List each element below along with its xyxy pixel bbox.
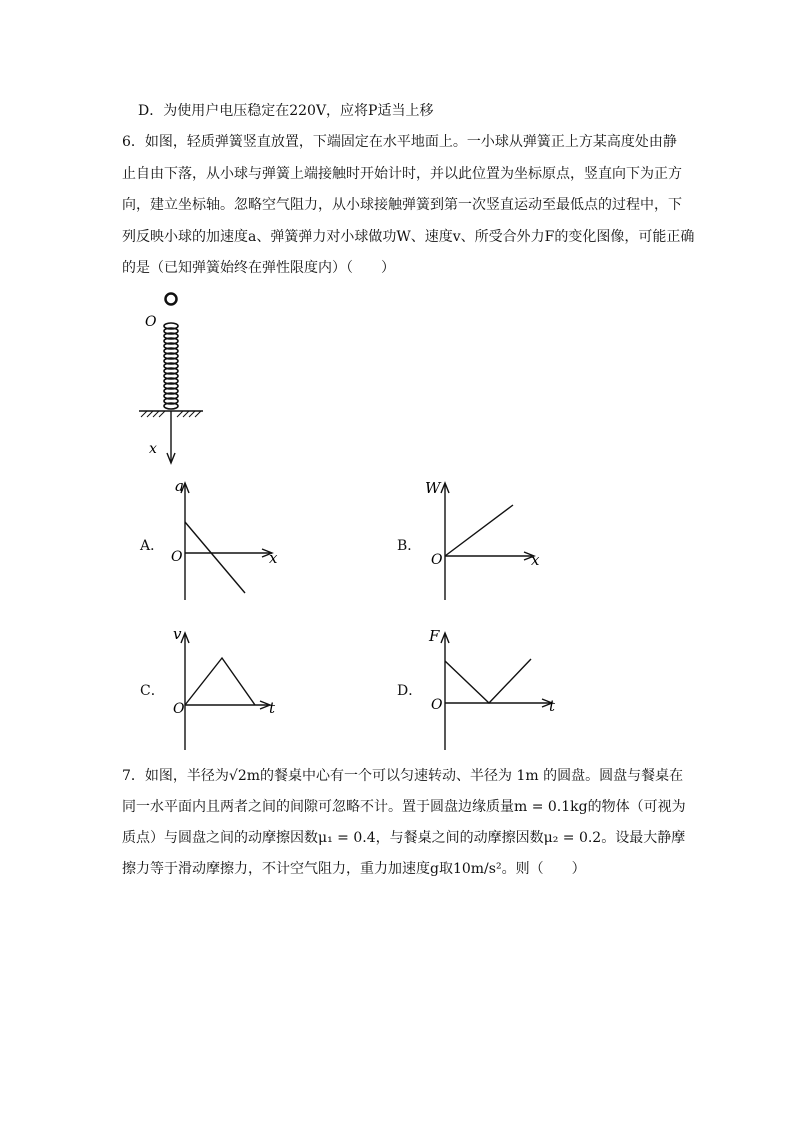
ball-icon xyxy=(166,294,177,305)
graph-origin: O xyxy=(173,701,185,717)
graph-x-label: t xyxy=(269,699,276,717)
spring-figure xyxy=(135,285,215,470)
graph-curve xyxy=(185,522,245,593)
question6-line: 向，建立坐标轴。忽略空气阻力，从小球接触弹簧到第一次竖直运动至最低点的过程中，下 xyxy=(122,197,682,213)
spring-coils-icon xyxy=(164,323,178,409)
graph-x-label: x xyxy=(531,551,540,569)
graph-curve xyxy=(445,659,531,703)
option-a-label: A． xyxy=(140,538,165,554)
graph-curve xyxy=(185,658,255,705)
graph-curve xyxy=(445,505,513,556)
figure-axis-label: x xyxy=(149,441,157,457)
question7-text xyxy=(122,765,686,889)
option-a-graph xyxy=(165,475,290,605)
option-b-label: B． xyxy=(397,538,422,554)
question6-line: 的是（已知弹簧始终在弹性限度内）（ ） xyxy=(122,260,395,276)
option-d-label: D． xyxy=(397,683,423,699)
question7-line: 同一水平面内且两者之间的间隙可忽略不计。置于圆盘边缘质量m = 0.1kg的物体（可视为 xyxy=(122,799,686,815)
graph-x-label: x xyxy=(269,549,278,567)
question6-text xyxy=(122,131,694,289)
question7-line: 质点）与圆盘之间的动摩擦因数μ₁ = 0.4，与餐桌之间的动摩擦因数μ₂ = 0.2。设最大静摩 xyxy=(122,830,686,846)
graph-y-label: W xyxy=(425,479,441,497)
option-b-graph xyxy=(425,475,550,605)
graph-y-label: a xyxy=(175,477,184,495)
option-c-graph xyxy=(165,625,290,755)
graph-y-label: v xyxy=(173,625,182,643)
question7-line: 7．如图，半径为√2m的餐桌中心有一个可以匀速转动、半径为 1m 的圆盘。圆盘与餐桌在 xyxy=(122,768,684,784)
question6-line: 6．如图，轻质弹簧竖直放置，下端固定在水平地面上。一小球从弹簧正上方某高度处由静 xyxy=(122,134,677,150)
option-d-graph xyxy=(425,625,560,755)
question5-choice-d: D．为使用户电压稳定在220V，应将P适当上移 xyxy=(138,103,434,119)
graph-x-label: t xyxy=(549,697,556,715)
figure-origin-label: O xyxy=(145,314,157,330)
question6-line: 列反映小球的加速度a、弹簧弹力对小球做功W、速度v、所受合外力F的变化图像，可能正确 xyxy=(122,228,695,245)
option-c-label: C． xyxy=(140,683,165,699)
graph-origin: O xyxy=(431,552,443,568)
question6-line: 止自由下落，从小球与弹簧上端接触时开始计时，并以此位置为坐标原点，竖直向下为正方 xyxy=(122,165,682,182)
graph-origin: O xyxy=(171,549,183,565)
question7-line: 擦力等于滑动摩擦力，不计空气阻力，重力加速度g取10m/s²。则（ ） xyxy=(122,861,586,877)
graph-y-label: F xyxy=(429,627,440,645)
graph-origin: O xyxy=(431,697,443,713)
